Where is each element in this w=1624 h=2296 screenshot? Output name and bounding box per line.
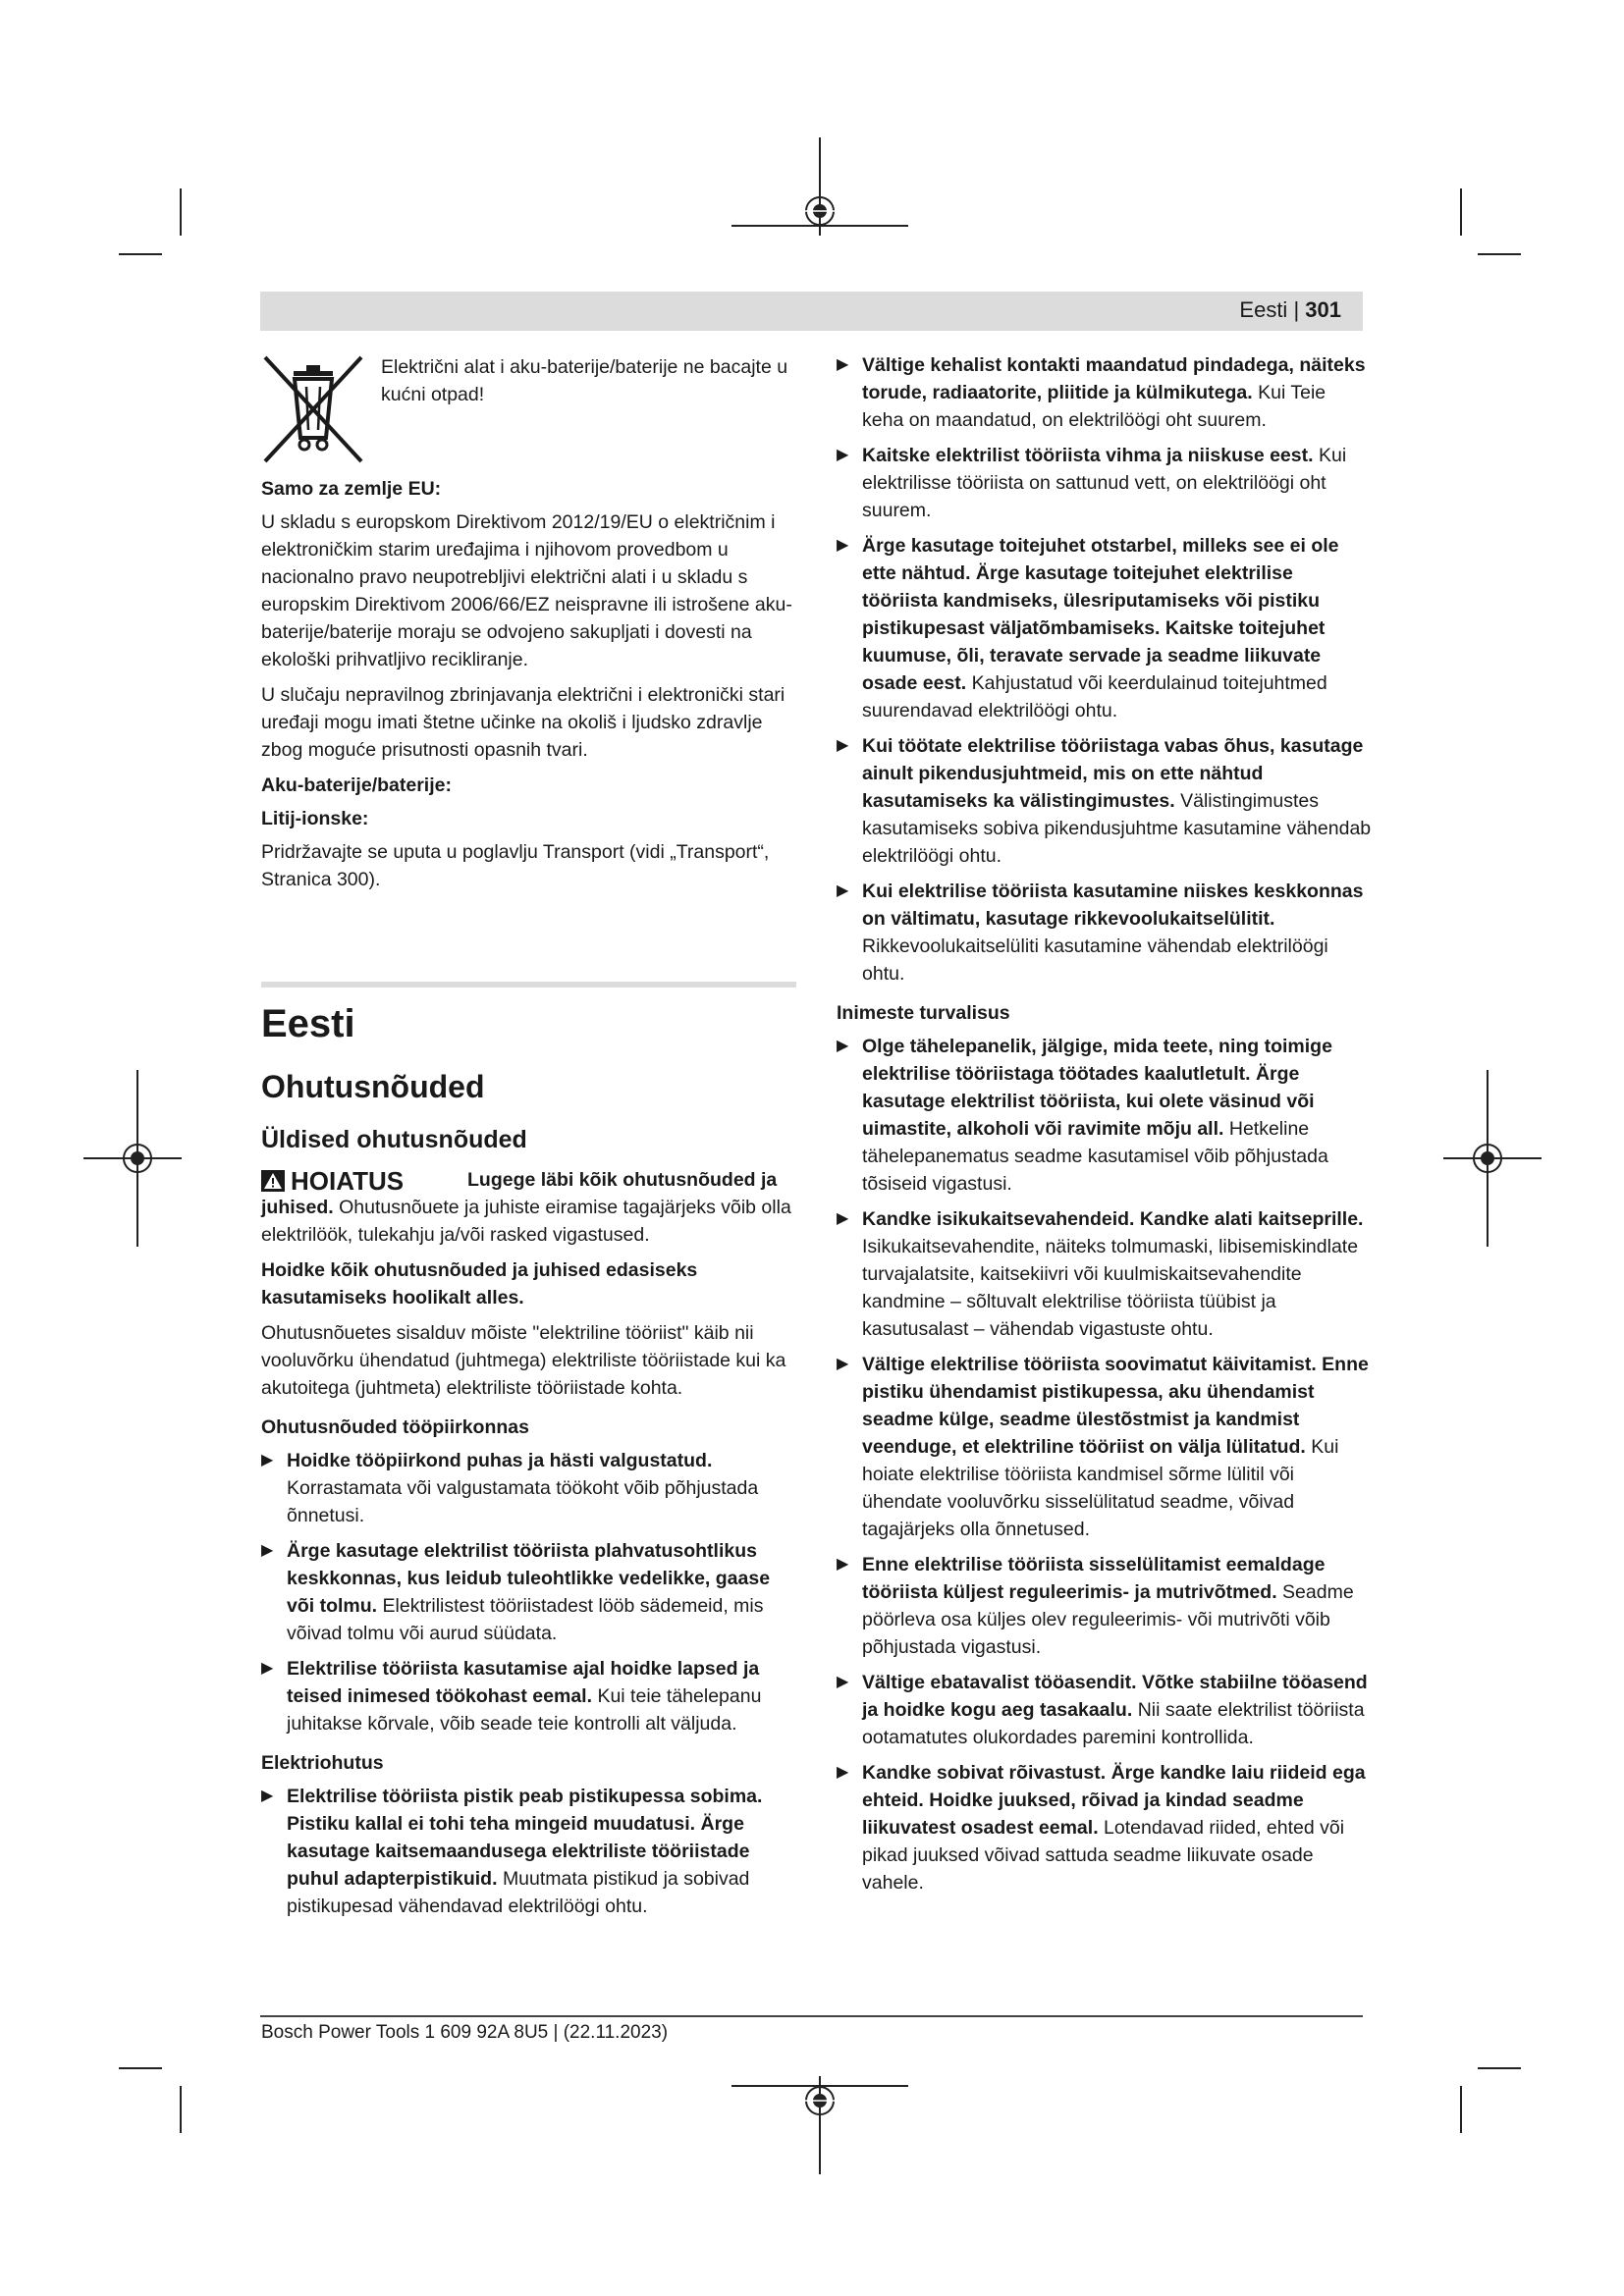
list-item: [261, 1537, 796, 1647]
item-bold: Vältige elektrilise tööriista soovimatut käivitamist. Enne pistiku ühendamist pistikupessa, aku ühendamist seadme külge, seadme ülestõstmist ja kandmist veenduge, et elektriline tööriist on välja lülitatud.: [862, 1354, 1369, 1458]
term-definition: Ohutusnõuetes sisalduv mõiste "elektriline tööriist" käib nii vooluvõrku ühendatud (juhtmega) elektriliste tööriistade kui ka akutoitega (juhtmeta) elektriliste tööriistade kohta.: [261, 1322, 786, 1399]
item-text: Hetkeline tähelepanematus seadme kasutamisel võib põhjustada tõsiseid vigastusi.: [862, 1118, 1328, 1195]
header-section: Eesti: [1239, 297, 1288, 322]
bullet-arrow-icon: ▶: [837, 356, 849, 373]
crossed-bin-icon: [261, 351, 369, 467]
bullet-arrow-icon: ▶: [837, 1038, 849, 1054]
item-bold: Kandke isikukaitsevahendeid. Kandke alati kaitseprille.: [862, 1208, 1364, 1230]
list-item: [261, 1447, 796, 1529]
footer-text: Bosch Power Tools 1 609 92A 8U5 | (22.11.2023): [261, 2022, 669, 2043]
list-item: [837, 1351, 1372, 1543]
bullet-arrow-icon: ▶: [261, 1452, 274, 1468]
item-text: Rikkevoolukaitselüliti kasutamine vähendab elektrilöögi ohtu.: [862, 935, 1328, 985]
item-text: Seadme pöörleva osa küljes olev reguleerimis- või mutrivõti võib põhjustada vigastusi.: [862, 1581, 1354, 1658]
warning-block: [261, 1166, 796, 1249]
warning-triangle-icon: [261, 1170, 285, 1192]
weee-text: Električni alat i aku-baterije/baterije ne bacajte u kućni otpad!: [381, 356, 788, 405]
registration-mark-bottom: [731, 2076, 908, 2174]
item-bold: Vältige kehalist kontakti maandatud pindadega, näiteks torude, radiaatorite, pliitide ja külmikutega.: [862, 354, 1366, 403]
keep-instructions: Hoidke kõik ohutusnõuded ja juhised edasiseks kasutamiseks hoolikalt alles.: [261, 1259, 698, 1308]
item-bold: Elektrilise tööriista pistik peab pistikupessa sobima. Pistiku kallal ei tohi teha mingeid muudatusi. Ärge kasutage kaitsemaandusega elektriliste tööriistade puhul adapterpistikuid.: [287, 1786, 763, 1890]
general-safety-title: Üldised ohutusnõuded: [261, 1126, 527, 1153]
item-bold: Olge tähelepanelik, jälgige, mida teete, ning toimige elektrilise tööriistaga töötades kaalutletult. Ärge kasutage elektrilist tööriista, kui olete väsinud või uimastite, alkoholi või ravimite mõju all.: [862, 1036, 1332, 1140]
list-item: [261, 1783, 796, 1920]
bullet-arrow-icon: ▶: [837, 737, 849, 754]
section-divider: [261, 982, 796, 988]
page-header: [260, 292, 1363, 331]
item-text: Kahjustatud või keerdulainud toitejuhtmed suurendavad elektrilöögi ohtu.: [862, 672, 1327, 721]
list-item: [837, 1033, 1372, 1198]
list-item: [837, 1205, 1372, 1343]
header-label: Eesti | 301: [1239, 297, 1341, 322]
registration-mark-top: [731, 137, 908, 236]
language-title: Eesti: [261, 1002, 355, 1045]
warning-label-text: HOIATUS: [291, 1166, 405, 1196]
item-bold: Ärge kasutage elektrilist tööriista plahvatusohtlikus keskkonnas, kus leidub tuleohtlikke vedelikke, gaase või tolmu.: [287, 1540, 771, 1617]
item-text: Nii saate elektrilist tööriista ootamatutes olukordades paremini kontrollida.: [862, 1699, 1365, 1748]
list-item: [837, 442, 1372, 524]
weee-block: [261, 351, 796, 469]
item-text: Välistingimustes kasutamiseks sobiva pikendusjuhtme kasutamine vähendab elektrilöögi ohtu.: [862, 790, 1372, 867]
list-item: [837, 1669, 1372, 1751]
eu-heading: Samo za zemlje EU:: [261, 478, 442, 500]
safety-title: Ohutusnõuded: [261, 1069, 485, 1104]
workplace-heading: Ohutusnõuded tööpiirkonnas: [261, 1416, 529, 1438]
left-column: [261, 351, 796, 1928]
electric-heading: Elektriohutus: [261, 1752, 384, 1774]
bullet-arrow-icon: ▶: [837, 1210, 849, 1227]
item-text: Kui teie tähelepanu juhitakse kõrvale, võib seade teie kontrolli alt väljuda.: [287, 1685, 762, 1735]
item-text: Lotendavad riided, ehted või pikad juuksed võivad sattuda seadme liikuvate osade vahele.: [862, 1817, 1345, 1894]
item-bold: Hoidke tööpiirkond puhas ja hästi valgustatud.: [287, 1450, 713, 1471]
right-column: [837, 351, 1372, 1904]
liion-heading: Litij-ionske:: [261, 808, 369, 829]
eu-paragraph-1: U skladu s europskom Direktivom 2012/19/EU o električnim i elektroničkim starim uređajima i njihovom provedbom u nacionalno pravo neupotrebljivi električni alati i u skladu s europskim Direktivom 2006/66/EZ neispravne ili istrošene aku-baterije/baterije moraju se odvojeno sakupljati i dovesti na ekološki prihvatljivo recikliranje.: [261, 511, 792, 670]
item-bold: Elektrilise tööriista kasutamise ajal hoidke lapsed ja teised inimesed töökohast eemal.: [287, 1658, 760, 1707]
eu-paragraph-2: U slučaju nepravilnog zbrinjavanja električni i elektronički stari uređaji mogu imati štetne učinke na okoliš i ljudsko zdravlje zbog moguće prisutnosti opasnih tvari.: [261, 684, 785, 761]
list-item: [837, 1551, 1372, 1661]
page-number: 301: [1305, 297, 1341, 322]
registration-mark-left: [83, 1070, 182, 1247]
item-text: Elektrilistest tööriistadest lööb sädemeid, mis võivad tolmu või aurud süüdata.: [287, 1595, 764, 1644]
item-text: Isikukaitsevahendite, näiteks tolmumaski, libisemiskindlate turvajalatsite, kaitsekiivri või kuulmiskaitsevahendite kandmine – sõltuvalt elektrilise tööriista tüübist ja kasutusalast – vähendab vigastuste ohtu.: [862, 1236, 1359, 1340]
item-text: Kui elektrilisse tööriista on sattunud vett, on elektrilöögi oht suurem.: [862, 445, 1347, 521]
warning-bold: Lugege läbi kõik ohutusnõuded ja juhised.: [261, 1169, 778, 1218]
bullet-arrow-icon: ▶: [837, 882, 849, 899]
item-bold: Enne elektrilise tööriista sisselülitamist eemaldage tööriista küljest reguleerimis- ja mutrivõtmed.: [862, 1554, 1326, 1603]
personal-list: [837, 1033, 1372, 1896]
bullet-arrow-icon: ▶: [837, 1674, 849, 1690]
liion-text: Pridržavajte se uputa u poglavlju Transport (vidi „Transport“, Stranica 300).: [261, 841, 770, 890]
workplace-list: [261, 1447, 796, 1737]
warning-label: [261, 1166, 404, 1197]
item-bold: Kui töötate elektrilise tööriistaga vabas õhus, kasutage ainult pikendusjuhtmeid, mis on ette nähtud kasutamiseks ka välistingimustes.: [862, 735, 1364, 812]
bullet-arrow-icon: ▶: [837, 1556, 849, 1573]
item-bold: Ärge kasutage toitejuhet otstarbel, milleks see ei ole ette nähtud. Ärge kasutage toitejuhet elektrilise tööriista kandmiseks, ülesriputamiseks või pistiku pistikupesast väljatõmbamiseks. Kaitske toitejuhet kuumuse, õli, teravate servade ja seadme liikuvate osade eest.: [862, 535, 1339, 694]
item-bold: Kui elektrilise tööriista kasutamine niiskes keskkonnas on vältimatu, kasutage rikkevoolukaitselülitit.: [862, 881, 1364, 930]
bullet-arrow-icon: ▶: [837, 1356, 849, 1372]
item-bold: Vältige ebatavalist tööasendit. Võtke stabiilne tööasend ja hoidke kogu aeg tasakaalu.: [862, 1672, 1368, 1721]
bullet-arrow-icon: ▶: [837, 1764, 849, 1781]
list-item: [837, 878, 1372, 988]
list-item: [837, 351, 1372, 434]
item-text: Kui hoiate elektrilise tööriista kandmisel sõrme lülitil või ühendate vooluvõrku sisselülitatud seadme, võivad tagajärjeks olla õnnetused.: [862, 1436, 1339, 1540]
bullet-arrow-icon: ▶: [261, 1660, 274, 1677]
item-bold: Kaitske elektrilist tööriista vihma ja niiskuse eest.: [862, 445, 1314, 466]
item-bold: Kandke sobivat rõivastust. Ärge kandke laiu riideid ega ehteid. Hoidke juuksed, rõivad ja kindad seadme liikuvatest osadest eemal.: [862, 1762, 1366, 1839]
battery-heading: Aku-baterije/baterije:: [261, 774, 452, 796]
registration-mark-right: [1443, 1070, 1542, 1247]
bullet-arrow-icon: ▶: [261, 1542, 274, 1559]
list-item: [837, 1759, 1372, 1896]
bullet-arrow-icon: ▶: [837, 537, 849, 554]
warning-body: Ohutusnõuete ja juhiste eiramise tagajärjeks võib olla elektrilöök, tulekahju ja/või rasked vigastused.: [261, 1197, 791, 1246]
list-item: [837, 732, 1372, 870]
bullet-arrow-icon: ▶: [261, 1788, 274, 1804]
item-text: Kui Teie keha on maandatud, on elektrilöögi oht suurem.: [862, 382, 1326, 431]
list-item: [837, 532, 1372, 724]
item-text: Korrastamata või valgustamata töökoht võib põhjustada õnnetusi.: [287, 1477, 759, 1526]
item-text: Muutmata pistikud ja sobivad pistikupesad vähendavad elektrilöögi ohtu.: [287, 1868, 750, 1917]
personal-heading: Inimeste turvalisus: [837, 1002, 1010, 1024]
footer-rule: [260, 2015, 1363, 2017]
bullet-arrow-icon: ▶: [837, 447, 849, 463]
electric-list: [837, 351, 1372, 988]
list-item: [261, 1655, 796, 1737]
